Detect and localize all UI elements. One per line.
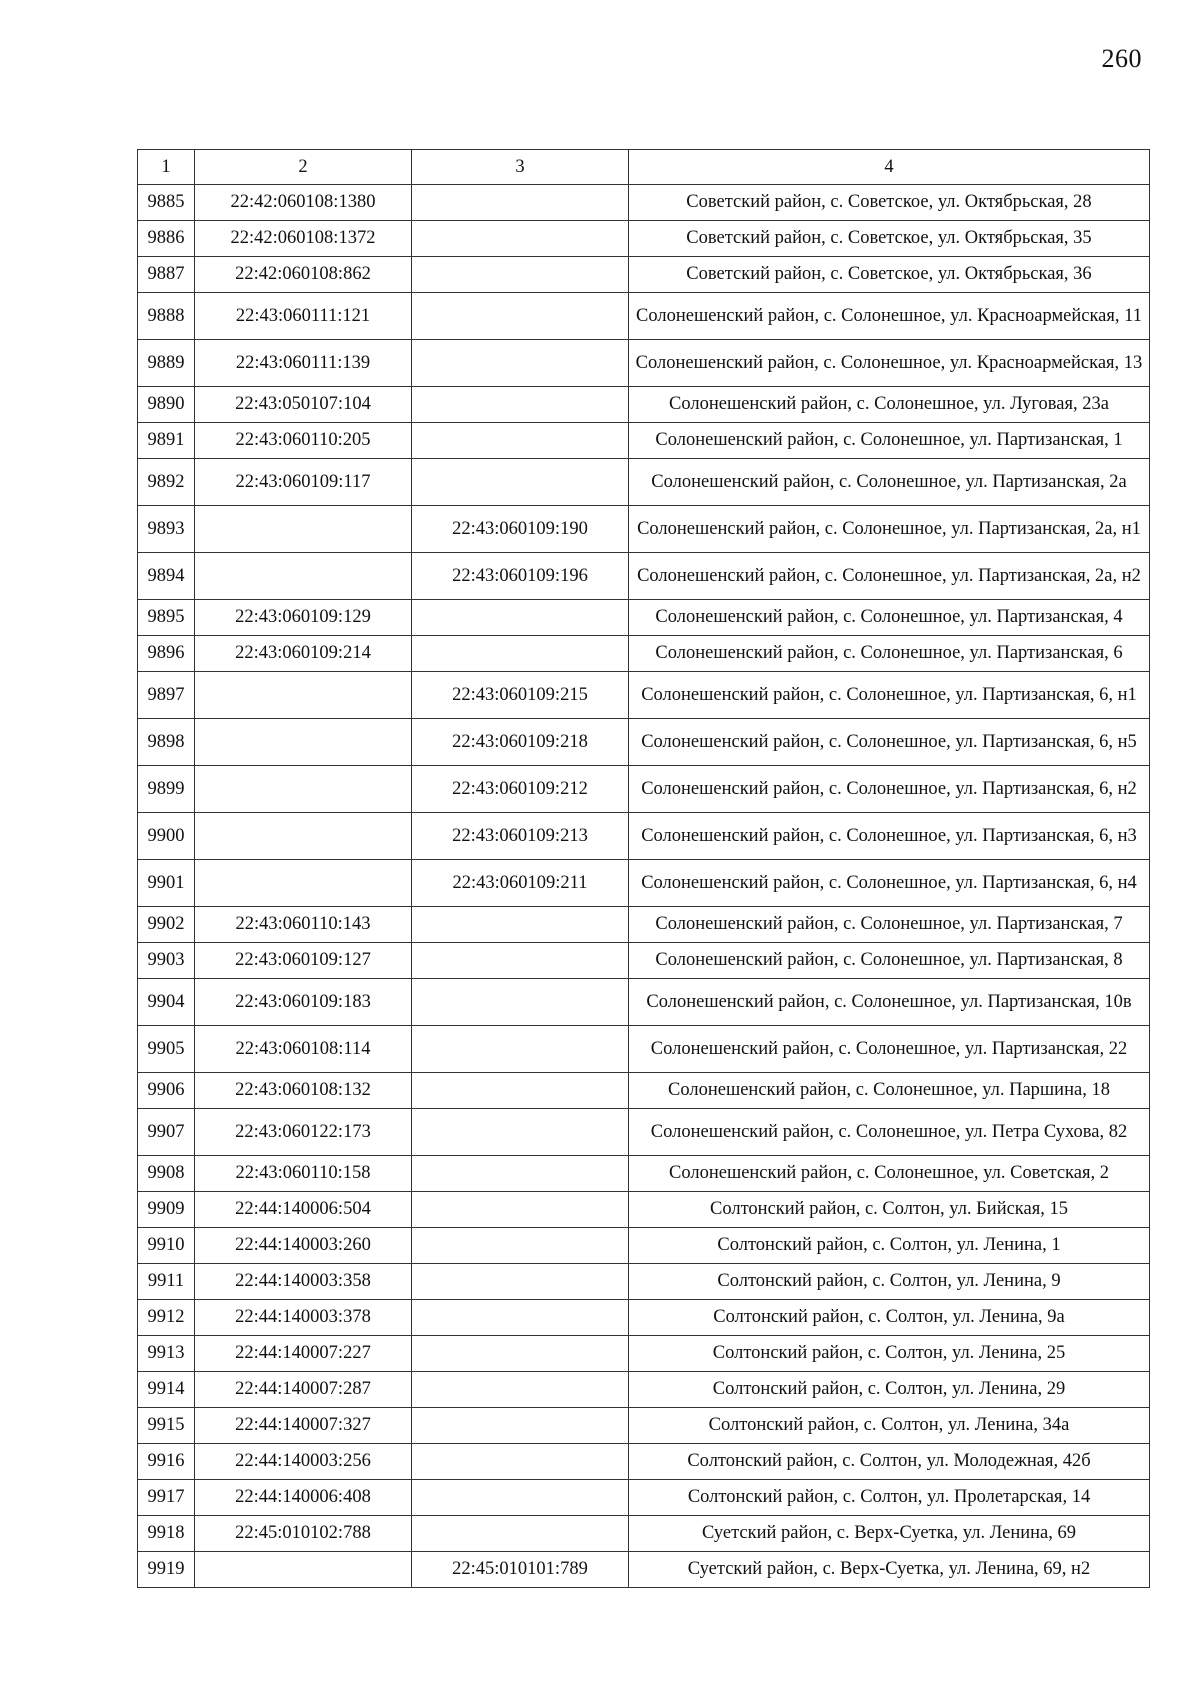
- address-cell: Солтонский район, с. Солтон, ул. Ленина, 34а: [629, 1408, 1150, 1444]
- secondary-cadastral-cell: [412, 387, 629, 423]
- row-number-cell: 9891: [138, 423, 195, 459]
- cadastral-number-cell: 22:43:060111:121: [195, 293, 412, 340]
- address-cell: Солонешенский район, с. Солонешное, ул. Партизанская, 6, н4: [629, 860, 1150, 907]
- header-row: [138, 150, 1150, 185]
- row-number-cell: 9902: [138, 907, 195, 943]
- secondary-cadastral-cell: [412, 1156, 629, 1192]
- table-row: [138, 257, 1150, 293]
- address-cell: Солонешенский район, с. Солонешное, ул. Петра Сухова, 82: [629, 1109, 1150, 1156]
- table-header: [138, 150, 1150, 185]
- secondary-cadastral-cell: [412, 257, 629, 293]
- cadastral-number-cell: 22:43:060122:173: [195, 1109, 412, 1156]
- table-row: [138, 553, 1150, 600]
- cadastral-number-cell: 22:44:140006:504: [195, 1192, 412, 1228]
- table-row: [138, 1156, 1150, 1192]
- table-row: [138, 1073, 1150, 1109]
- row-number-cell: 9888: [138, 293, 195, 340]
- row-number-cell: 9917: [138, 1480, 195, 1516]
- table-row: [138, 600, 1150, 636]
- secondary-cadastral-cell: [412, 907, 629, 943]
- table-row: [138, 636, 1150, 672]
- secondary-cadastral-cell: [412, 1264, 629, 1300]
- address-cell: Солтонский район, с. Солтон, ул. Ленина, 9а: [629, 1300, 1150, 1336]
- column-header-3: 3: [412, 150, 629, 185]
- registry-table: [137, 149, 1150, 1588]
- table-row: [138, 1300, 1150, 1336]
- row-number-cell: 9916: [138, 1444, 195, 1480]
- row-number-cell: 9907: [138, 1109, 195, 1156]
- row-number-cell: 9914: [138, 1372, 195, 1408]
- table-body: [138, 185, 1150, 1588]
- table-row: [138, 1026, 1150, 1073]
- table-row: [138, 459, 1150, 506]
- secondary-cadastral-cell: [412, 293, 629, 340]
- cadastral-number-cell: 22:44:140003:260: [195, 1228, 412, 1264]
- secondary-cadastral-cell: [412, 1444, 629, 1480]
- table-row: [138, 719, 1150, 766]
- row-number-cell: 9910: [138, 1228, 195, 1264]
- address-cell: Солонешенский район, с. Солонешное, ул. Партизанская, 6, н5: [629, 719, 1150, 766]
- row-number-cell: 9887: [138, 257, 195, 293]
- table-row: [138, 907, 1150, 943]
- row-number-cell: 9919: [138, 1552, 195, 1588]
- table-row: [138, 1408, 1150, 1444]
- secondary-cadastral-cell: [412, 1336, 629, 1372]
- row-number-cell: 9892: [138, 459, 195, 506]
- secondary-cadastral-cell: [412, 459, 629, 506]
- row-number-cell: 9905: [138, 1026, 195, 1073]
- secondary-cadastral-cell: [412, 423, 629, 459]
- row-number-cell: 9897: [138, 672, 195, 719]
- address-cell: Солонешенский район, с. Солонешное, ул. Партизанская, 7: [629, 907, 1150, 943]
- row-number-cell: 9903: [138, 943, 195, 979]
- address-cell: Солонешенский район, с. Солонешное, ул. Партизанская, 6, н3: [629, 813, 1150, 860]
- cadastral-number-cell: [195, 766, 412, 813]
- table-row: [138, 221, 1150, 257]
- secondary-cadastral-cell: [412, 600, 629, 636]
- cadastral-number-cell: 22:44:140003:358: [195, 1264, 412, 1300]
- secondary-cadastral-cell: 22:43:060109:213: [412, 813, 629, 860]
- table-row: [138, 1192, 1150, 1228]
- cadastral-number-cell: 22:42:060108:862: [195, 257, 412, 293]
- cadastral-number-cell: 22:43:050107:104: [195, 387, 412, 423]
- table-row: [138, 813, 1150, 860]
- table-row: [138, 860, 1150, 907]
- address-cell: Солтонский район, с. Солтон, ул. Ленина, 25: [629, 1336, 1150, 1372]
- table-row: [138, 387, 1150, 423]
- secondary-cadastral-cell: [412, 1073, 629, 1109]
- cadastral-number-cell: 22:43:060110:158: [195, 1156, 412, 1192]
- secondary-cadastral-cell: 22:43:060109:211: [412, 860, 629, 907]
- table-row: [138, 1444, 1150, 1480]
- row-number-cell: 9918: [138, 1516, 195, 1552]
- table-row: [138, 506, 1150, 553]
- secondary-cadastral-cell: [412, 1408, 629, 1444]
- cadastral-number-cell: [195, 672, 412, 719]
- cadastral-number-cell: 22:44:140003:256: [195, 1444, 412, 1480]
- table-row: [138, 943, 1150, 979]
- column-header-2: 2: [195, 150, 412, 185]
- address-cell: Солтонский район, с. Солтон, ул. Молодежная, 42б: [629, 1444, 1150, 1480]
- cadastral-number-cell: 22:42:060108:1380: [195, 185, 412, 221]
- cadastral-number-cell: 22:43:060110:205: [195, 423, 412, 459]
- row-number-cell: 9893: [138, 506, 195, 553]
- row-number-cell: 9890: [138, 387, 195, 423]
- page-number: 260: [1101, 44, 1142, 73]
- row-number-cell: 9911: [138, 1264, 195, 1300]
- address-cell: Солтонский район, с. Солтон, ул. Ленина, 1: [629, 1228, 1150, 1264]
- row-number-cell: 9901: [138, 860, 195, 907]
- address-cell: Солонешенский район, с. Солонешное, ул. Советская, 2: [629, 1156, 1150, 1192]
- cadastral-number-cell: 22:43:060109:117: [195, 459, 412, 506]
- secondary-cadastral-cell: [412, 636, 629, 672]
- address-cell: Солонешенский район, с. Солонешное, ул. Красноармейская, 11: [629, 293, 1150, 340]
- table-row: [138, 1372, 1150, 1408]
- table-row: [138, 766, 1150, 813]
- secondary-cadastral-cell: [412, 1026, 629, 1073]
- secondary-cadastral-cell: [412, 1109, 629, 1156]
- row-number-cell: 9895: [138, 600, 195, 636]
- table-row: [138, 1109, 1150, 1156]
- table-row: [138, 340, 1150, 387]
- cadastral-number-cell: [195, 1552, 412, 1588]
- address-cell: Солонешенский район, с. Солонешное, ул. Партизанская, 1: [629, 423, 1150, 459]
- address-cell: Солтонский район, с. Солтон, ул. Бийская, 15: [629, 1192, 1150, 1228]
- address-cell: Суетский район, с. Верх-Суетка, ул. Ленина, 69, н2: [629, 1552, 1150, 1588]
- secondary-cadastral-cell: 22:43:060109:212: [412, 766, 629, 813]
- address-cell: Солонешенский район, с. Солонешное, ул. Партизанская, 2а, н1: [629, 506, 1150, 553]
- secondary-cadastral-cell: 22:43:060109:190: [412, 506, 629, 553]
- cadastral-number-cell: 22:43:060111:139: [195, 340, 412, 387]
- table-row: [138, 1336, 1150, 1372]
- address-cell: Солтонский район, с. Солтон, ул. Ленина, 29: [629, 1372, 1150, 1408]
- table-row: [138, 1480, 1150, 1516]
- cadastral-number-cell: [195, 860, 412, 907]
- secondary-cadastral-cell: [412, 221, 629, 257]
- secondary-cadastral-cell: [412, 943, 629, 979]
- row-number-cell: 9904: [138, 979, 195, 1026]
- row-number-cell: 9913: [138, 1336, 195, 1372]
- secondary-cadastral-cell: [412, 1228, 629, 1264]
- secondary-cadastral-cell: [412, 1372, 629, 1408]
- address-cell: Солтонский район, с. Солтон, ул. Пролетарская, 14: [629, 1480, 1150, 1516]
- row-number-cell: 9886: [138, 221, 195, 257]
- secondary-cadastral-cell: 22:43:060109:218: [412, 719, 629, 766]
- cadastral-number-cell: 22:43:060108:132: [195, 1073, 412, 1109]
- row-number-cell: 9889: [138, 340, 195, 387]
- secondary-cadastral-cell: [412, 1192, 629, 1228]
- row-number-cell: 9909: [138, 1192, 195, 1228]
- address-cell: Суетский район, с. Верх-Суетка, ул. Ленина, 69: [629, 1516, 1150, 1552]
- address-cell: Солонешенский район, с. Солонешное, ул. Партизанская, 8: [629, 943, 1150, 979]
- address-cell: Солонешенский район, с. Солонешное, ул. Партизанская, 2а: [629, 459, 1150, 506]
- secondary-cadastral-cell: [412, 979, 629, 1026]
- cadastral-number-cell: 22:43:060108:114: [195, 1026, 412, 1073]
- address-cell: Солонешенский район, с. Солонешное, ул. Партизанская, 10в: [629, 979, 1150, 1026]
- row-number-cell: 9899: [138, 766, 195, 813]
- address-cell: Солтонский район, с. Солтон, ул. Ленина, 9: [629, 1264, 1150, 1300]
- row-number-cell: 9915: [138, 1408, 195, 1444]
- table-row: [138, 672, 1150, 719]
- cadastral-number-cell: 22:44:140006:408: [195, 1480, 412, 1516]
- cadastral-number-cell: 22:44:140007:287: [195, 1372, 412, 1408]
- secondary-cadastral-cell: [412, 1480, 629, 1516]
- cadastral-number-cell: [195, 506, 412, 553]
- row-number-cell: 9894: [138, 553, 195, 600]
- address-cell: Советский район, с. Советское, ул. Октябрьская, 28: [629, 185, 1150, 221]
- cadastral-number-cell: [195, 553, 412, 600]
- address-cell: Солонешенский район, с. Солонешное, ул. Луговая, 23а: [629, 387, 1150, 423]
- row-number-cell: 9896: [138, 636, 195, 672]
- secondary-cadastral-cell: 22:43:060109:215: [412, 672, 629, 719]
- row-number-cell: 9908: [138, 1156, 195, 1192]
- column-header-1: 1: [138, 150, 195, 185]
- cadastral-number-cell: 22:44:140007:227: [195, 1336, 412, 1372]
- address-cell: Солонешенский район, с. Солонешное, ул. Паршина, 18: [629, 1073, 1150, 1109]
- table-row: [138, 979, 1150, 1026]
- cadastral-number-cell: 22:44:140007:327: [195, 1408, 412, 1444]
- secondary-cadastral-cell: [412, 340, 629, 387]
- address-cell: Советский район, с. Советское, ул. Октябрьская, 36: [629, 257, 1150, 293]
- cadastral-number-cell: 22:43:060109:214: [195, 636, 412, 672]
- row-number-cell: 9885: [138, 185, 195, 221]
- secondary-cadastral-cell: [412, 185, 629, 221]
- column-header-4: 4: [629, 150, 1150, 185]
- address-cell: Солонешенский район, с. Солонешное, ул. Партизанская, 2а, н2: [629, 553, 1150, 600]
- table-row: [138, 293, 1150, 340]
- table-row: [138, 1264, 1150, 1300]
- secondary-cadastral-cell: 22:43:060109:196: [412, 553, 629, 600]
- cadastral-number-cell: 22:43:060110:143: [195, 907, 412, 943]
- row-number-cell: 9898: [138, 719, 195, 766]
- secondary-cadastral-cell: [412, 1516, 629, 1552]
- table-row: [138, 1516, 1150, 1552]
- cadastral-number-cell: 22:45:010102:788: [195, 1516, 412, 1552]
- address-cell: Советский район, с. Советское, ул. Октябрьская, 35: [629, 221, 1150, 257]
- address-cell: Солонешенский район, с. Солонешное, ул. Партизанская, 22: [629, 1026, 1150, 1073]
- address-cell: Солонешенский район, с. Солонешное, ул. Партизанская, 6, н2: [629, 766, 1150, 813]
- table-row: [138, 185, 1150, 221]
- cadastral-number-cell: 22:43:060109:183: [195, 979, 412, 1026]
- cadastral-number-cell: 22:43:060109:127: [195, 943, 412, 979]
- table-row: [138, 1552, 1150, 1588]
- secondary-cadastral-cell: 22:45:010101:789: [412, 1552, 629, 1588]
- cadastral-number-cell: 22:43:060109:129: [195, 600, 412, 636]
- table-row: [138, 423, 1150, 459]
- cadastral-number-cell: [195, 813, 412, 860]
- row-number-cell: 9906: [138, 1073, 195, 1109]
- address-cell: Солонешенский район, с. Солонешное, ул. Партизанская, 4: [629, 600, 1150, 636]
- secondary-cadastral-cell: [412, 1300, 629, 1336]
- address-cell: Солонешенский район, с. Солонешное, ул. Партизанская, 6: [629, 636, 1150, 672]
- table-row: [138, 1228, 1150, 1264]
- row-number-cell: 9900: [138, 813, 195, 860]
- cadastral-number-cell: [195, 719, 412, 766]
- address-cell: Солонешенский район, с. Солонешное, ул. Красноармейская, 13: [629, 340, 1150, 387]
- cadastral-number-cell: 22:42:060108:1372: [195, 221, 412, 257]
- row-number-cell: 9912: [138, 1300, 195, 1336]
- cadastral-number-cell: 22:44:140003:378: [195, 1300, 412, 1336]
- address-cell: Солонешенский район, с. Солонешное, ул. Партизанская, 6, н1: [629, 672, 1150, 719]
